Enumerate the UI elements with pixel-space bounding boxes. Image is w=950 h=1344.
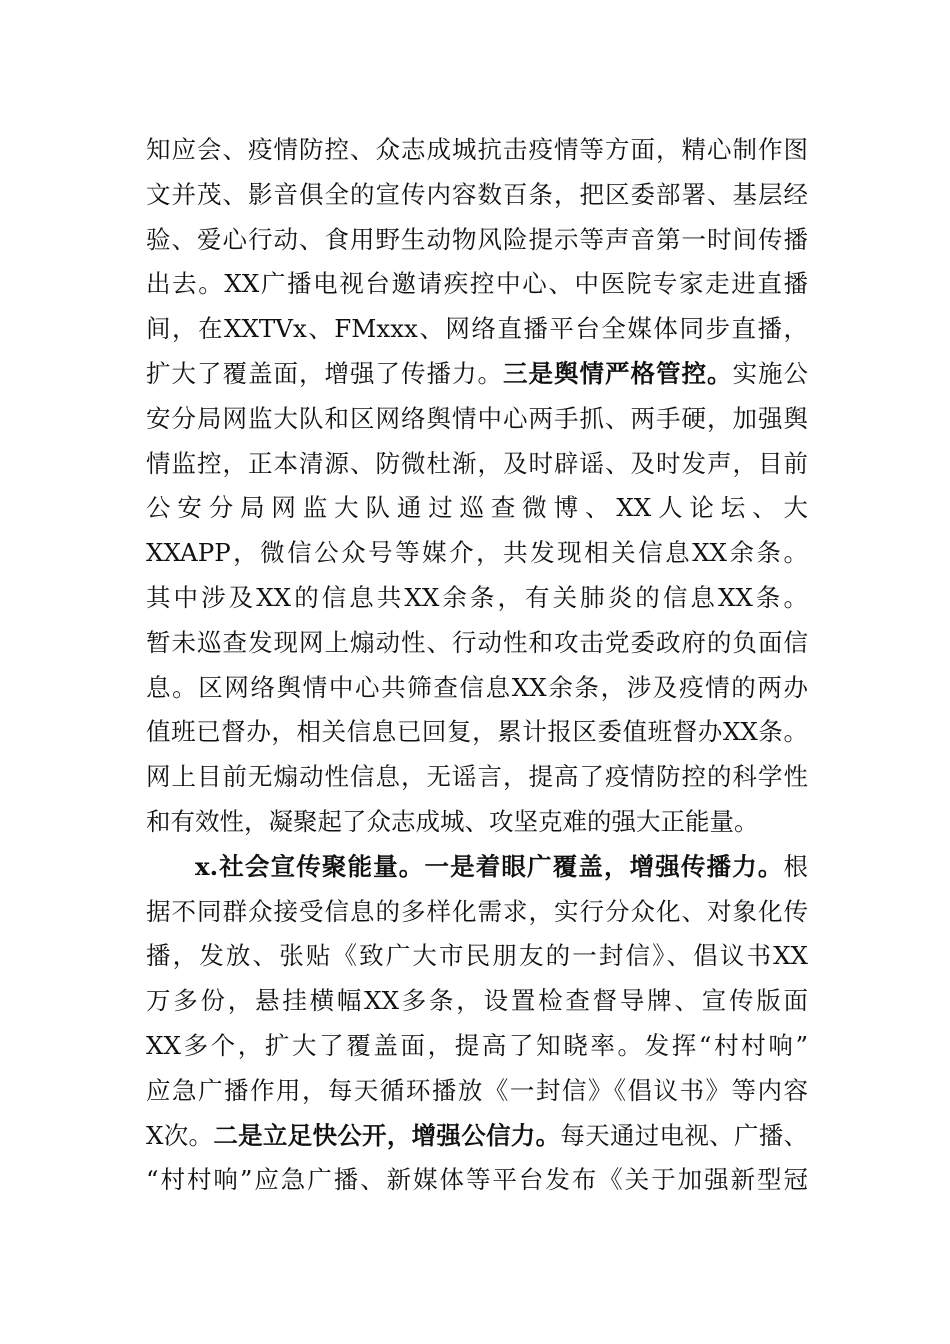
text-line: 验、爱心行动、食用野生动物风险提示等声音第一时间传播 — [146, 224, 808, 254]
text-line: 据不同群众接受信息的多样化需求，实行分众化、对象化传 — [146, 896, 808, 926]
text-line: 公安分局网监大队通过巡查微博、XX人论坛、大 — [146, 493, 808, 523]
text-line: 播，发放、张贴《致广大市民朋友的一封信》、倡议书XX — [146, 941, 808, 971]
text-line: 网上目前无煽动性信息，无谣言，提高了疫情防控的科学性 — [146, 762, 808, 792]
text-run: 根 — [783, 851, 808, 881]
text-line: 值班已督办，相关信息已回复，累计报区委值班督办XX条。 — [146, 717, 808, 747]
text-line: 和有效性，凝聚起了众志成城、攻坚克难的强大正能量。 — [146, 806, 759, 836]
text-line: XX多个，扩大了覆盖面，提高了知晓率。发挥“村村响” — [146, 1030, 808, 1060]
text-line: 安分局网监大队和区网络舆情中心两手抓、两手硬，加强舆 — [146, 403, 808, 433]
text-line: 息。区网络舆情中心共筛查信息XX余条，涉及疫情的两办 — [146, 672, 808, 702]
text-line: 情监控，正本清源、防微杜渐，及时辟谣、及时发声，目前 — [146, 448, 808, 478]
bold-heading-run: 二是立足快公开，增强公信力。 — [213, 1120, 561, 1150]
text-line — [146, 845, 808, 890]
text-run: 每天通过电视、广播、 — [560, 1120, 808, 1150]
text-line — [146, 1114, 808, 1159]
text-line: 出去。XX广播电视台邀请疾控中心、中医院专家走进直播 — [146, 269, 808, 299]
text-line: 知应会、疫情防控、众志成城抗击疫情等方面，精心制作图 — [146, 135, 808, 164]
section-heading-run: x.社会宣传聚能量。 — [195, 851, 425, 881]
text-run: 扩大了覆盖面，增强了传播力。 — [146, 358, 503, 388]
bold-heading-run: 三是舆情严格管控。 — [503, 358, 733, 388]
text-line: 文并茂、影音俱全的宣传内容数百条，把区委部署、基层经 — [146, 179, 808, 209]
bold-heading-run: 一是着眼广覆盖，增强传播力。 — [424, 851, 784, 881]
body-text — [146, 128, 808, 1203]
text-line: XXAPP，微信公众号等媒介，共发现相关信息XX余条。 — [146, 538, 808, 568]
text-line: 应急广播作用，每天循环播放《一封信》《倡议书》等内容 — [146, 1075, 808, 1105]
text-line: 暂未巡查发现网上煽动性、行动性和攻击党委政府的负面信 — [146, 627, 808, 657]
text-line: 万多份，悬挂横幅XX多条，设置检查督导牌、宣传版面 — [146, 986, 808, 1016]
text-run: X次。 — [146, 1120, 214, 1150]
text-line — [146, 352, 808, 397]
text-line: 间，在XXTVx、FMxxx、网络直播平台全媒体同步直播， — [146, 314, 808, 344]
text-run: 实施公 — [732, 358, 808, 388]
text-line: 其中涉及XX的信息共XX余条，有关肺炎的信息XX条。 — [146, 582, 808, 612]
text-line: “村村响”应急广播、新媒体等平台发布《关于加强新型冠 — [146, 1165, 808, 1195]
